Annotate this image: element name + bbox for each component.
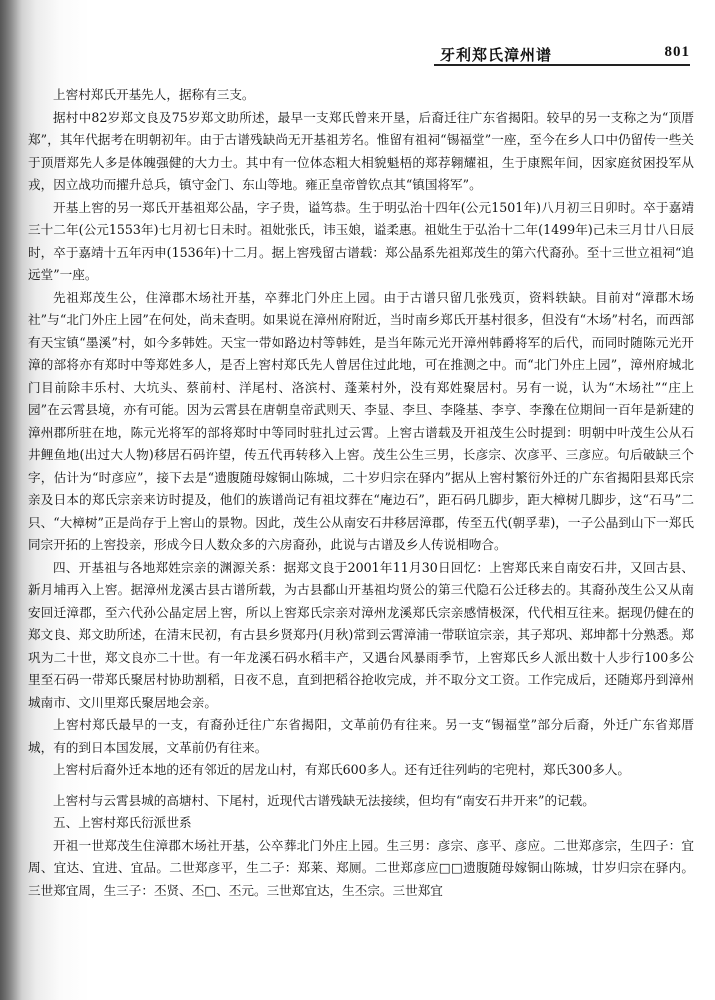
paragraph: 上窖村郑氏最早的一支，有裔孙迁往广东省揭阳，文革前仍有往来。另一支“锡福堂”部分后裔，外迁广东省郑厝城，有的到日本国发展，文革前仍有往来。 xyxy=(28,717,694,755)
paragraph: 上窖村郑氏开基先人，据称有三支。 xyxy=(53,87,255,102)
paragraph: 开祖一世郑茂生住漳郡木场社开基，公卒葬北门外庄上园。生三男：彦宗、彦平、彦应。二世郑彦宗，生四子：宜周、宜达、宜进、宜品。二世郑彦平，生二子：郑莱、郑厕。二世郑彦应□□遗腹随母嫁铜山陈城，廿岁归宗在驿内。三世郑宜周，生三子：丕贤、丕□、丕元。三世郑宜达，生丕宗。三世郑宜 xyxy=(28,837,694,898)
binding-shadow xyxy=(0,0,22,1000)
body-text xyxy=(28,84,694,902)
paragraph: 上窖村后裔外迁本地的还有邻近的居龙山村，有郑氏600多人。还有迁往列屿的宅兜村，郑氏300多人。 xyxy=(53,762,631,777)
page-number: 801 xyxy=(664,44,690,60)
paragraph: 开基上窖的另一郑氏开基祖郑公晶，字子贵，谥笃恭。生于明弘治十四年(公元1501年)八月初三日卯时。卒于嘉靖三十二年(公元1553年)七月初七日未时。祖妣张氏，讳玉娘，谥柔惠。祖妣生于弘治十二年(1499年)己未三月廿八日辰时，卒于嘉靖十五年丙申(1536年)十二月。据上窖残留古谱载：郑公晶系先祖郑茂生的第六代裔孙。至十三世立祖祠“追远堂”一座。 xyxy=(28,199,694,282)
book-title: 牙利郑氏漳州谱 xyxy=(440,46,553,64)
paragraph: 先祖郑茂生公，住漳郡木场社开基，卒葬北门外庄上园。由于古谱只留几张残页，资料轶缺。目前对“漳郡木场社”与“北门外庄上园”在何处，尚未查明。如果说在漳州府附近，当时南乡郑氏开基村很多，但没有“木场”村名，而西部有天宝镇“墨溪”村，如今多韩姓。天宝一带如路边村等韩姓，是当年陈元光开漳州韩爵将军的后代，而同时随陈元光开漳的部将亦有郑时中等郑姓多人，是否上窖村郑氏先人曾居住过此地，可在推测之中。而“北门外庄上园”，漳州府城北门目前除丰乐村、大坑头、蔡前村、洋尾村、洛滨村、蓬莱村外，没有郑姓聚居村。另有一说，认为“木场社”“庄上园”在云霄县境，亦有可能。因为云霄县在唐朝皇帝武则天、李显、李旦、李隆基、李亨、李豫在位期间一百年是新建的漳州郡所驻在地，陈元光将军的部将郑时中等同时驻扎过云霄。上窖古谱载及开祖茂生公时提到：明朝中叶茂生公从石井鲤鱼地(出过大人物)移居石码许望，传五代再转移入上窖。茂生公生三男，长彦宗、次彦平、三彦应。句后破缺三个字，估计为“时彦应”，接下去是“遗腹随母嫁铜山陈城，二十岁归宗在驿内”据从上窖村繁衍外迁的广东省揭阳县郑氏宗亲及日本的郑氏宗亲来访时提及，他们的族谱尚记有祖坟葬在“庵边石”，距石码几脚步，距大樟树几脚步，这“石马”二只、“大樟树”正是尚存于上窖山的景物。因此，茂生公从南安石井移居漳郡，传至五代(朝孚辈)，一子公晶到山下一郑氏同宗开拓的上窖投亲，形成今日人数众多的六房裔孙，此说与古谱及乡人传说相吻合。 xyxy=(28,289,694,552)
header-rule xyxy=(434,64,690,66)
section-heading: 五、上窖村郑氏衍派世系 xyxy=(53,815,192,830)
section-paragraph: 四、开基祖与各地郑姓宗亲的渊源关系：据郑文良于2001年11月30日回忆：上窖郑氏来自南安石井，又回古县、新月埔再入上窖。据漳州龙溪古县古谱所载，为古县鄱山开基祖均贤公的第三代隐石公迁移去的。其裔孙茂生公又从南安回迁漳郡，至六代孙公晶定居上窖，所以上窖郑氏宗亲对漳州龙溪郑氏宗亲感情极深，代代相互往来。据现仍健在的郑文良、郑文助所述，在清末民初，有古县乡贤郑丹(月秋)常到云霄漳浦一带联谊宗亲，其子郑巩、郑坤都十分熟悉。郑巩为二十世，郑文良亦二十世。有一年龙溪石码水稻丰产，又遇台风暴雨季节，上窖郑氏乡人派出数十人步行100多公里至石码一带郑氏聚居村协助割稻，日夜不息，直到把稻谷抢收完成，并不取分文工资。工作完成后，还随郑丹到漳州城南市、文川里郑氏聚居地会亲。 xyxy=(28,559,694,710)
paragraph: 上窖村与云霄县城的高塘村、下尾村，近现代古谱残缺无法接续，但均有“南安石井开来”的记载。 xyxy=(53,792,595,808)
paragraph: 据村中82岁郑文良及75岁郑文助所述，最早一支郑氏曾来开垦，后裔迁往广东省揭阳。较早的另一支称之为“顶厝郑”，其年代据考在明朝初年。由于古谱残缺尚无开基祖芳名。惟留有祖祠“锡福堂”一座，至今在乡人口中仍留传一些关于顶厝郑先人多是体魄强健的大力士。其中有一位体态粗大相貌魁梧的郑荐翱耀祖，生于康熙年间，因家庭贫困投军从戎，因立战功而擢升总兵，镇守金门、东山等地。雍正皇帝曾钦点其“镇国将军”。 xyxy=(28,109,694,192)
